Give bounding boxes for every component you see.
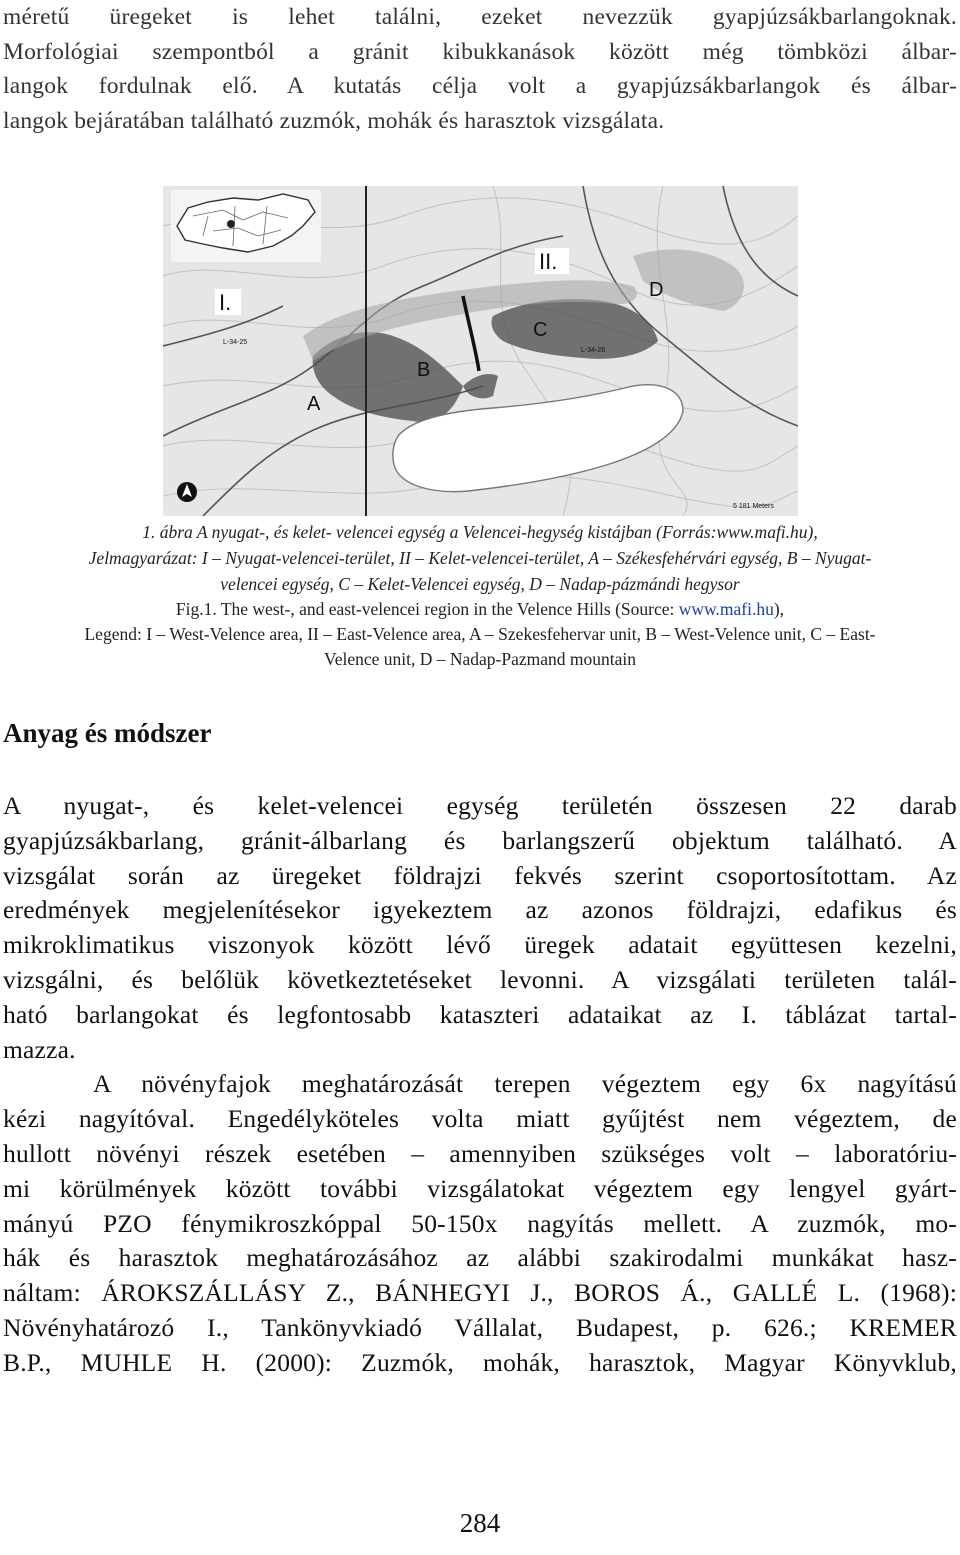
body-line: vizsgálni, és belőlük következtetéseket levonni. A vizsgálati területen talál- <box>3 964 957 994</box>
body-line: hák és harasztok meghatározásához az alábbi szakirodalmi munkákat hasz- <box>3 1243 957 1273</box>
intro-paragraph <box>3 0 957 138</box>
body-line: mikroklimatikus viszonyok között lévő üregek adatait együttesen kezelni, <box>3 930 957 960</box>
caption-hu-line: 1. ábra A nyugat-, és kelet- velencei egység a Velencei-hegység kistájban (Forrás:www.mafi.hu), <box>142 522 818 542</box>
map-road-label: L-34-25 <box>223 339 248 346</box>
map-label-B: B <box>417 359 431 381</box>
caption-hu-line: Jelmagyarázat: I – Nyugat-velencei-terület, II – Kelet-velencei-terület, A – Székesfehérvári egység, B – Nyugat- <box>88 548 872 568</box>
map-scale-label: 5 181 Meters <box>733 503 774 510</box>
body-line: mazza. <box>3 1034 76 1064</box>
hungary-inset-map <box>171 190 321 262</box>
caption-en-line: Legend: I – West-Velence area, II – East-Velence area, A – Szekesfehervar unit, B – West-Velence unit, C – East- <box>84 624 876 644</box>
map-label-D: D <box>649 279 664 301</box>
map-label-A: A <box>307 393 321 415</box>
geological-map-figure <box>163 186 798 516</box>
body-line: mi körülmények között további vizsgálatokat végeztem egy lengyel gyárt- <box>3 1173 957 1203</box>
page-number: 284 <box>459 1508 501 1538</box>
section-heading: Anyag és módszer <box>3 718 212 748</box>
body-line: ható barlangokat és legfontosabb kataszteri adataikat az I. táblázat tartal- <box>3 999 957 1029</box>
map-label-II: II. <box>539 249 558 274</box>
caption-hu-line: velencei egység, C – Kelet-Velencei egység, D – Nadap-pázmándi hegysor <box>220 574 740 594</box>
body-line: vizsgálat során az üregeket földrajzi fekvés szerint csoportosítottam. Az <box>3 860 957 890</box>
intro-line: langok bejáratában található zuzmók, mohák és harasztok vizsgálata. <box>3 107 665 134</box>
body-line: B.P., MUHLE H. (2000): Zuzmók, mohák, harasztok, Magyar Könyvklub, <box>3 1347 957 1377</box>
body-paragraph <box>3 789 957 1381</box>
body-line: mányú PZO fénymikroszkóppal 50-150x nagyítás mellett. A zuzmók, mo- <box>3 1208 957 1238</box>
body-line: kézi nagyítóval. Engedélyköteles volta miatt gyűjtést nem végeztem, de <box>3 1104 957 1134</box>
body-line: A növényfajok meghatározását terepen végeztem egy 6x nagyítású <box>93 1069 957 1099</box>
body-line: gyapjúzsákbarlang, gránit-álbarlang és barlangszerű objektum található. A <box>3 825 957 855</box>
source-link[interactable]: www.mafi.hu <box>678 599 774 619</box>
map-label-I: I. <box>219 290 232 315</box>
intro-line: Morfológiai szempontból a gránit kibukkanások között még tömbközi álbar- <box>3 38 957 65</box>
caption-en-line: Velence unit, D – Nadap-Pazmand mountain <box>324 649 636 669</box>
map-road-label: L-34-26 <box>581 347 606 354</box>
map-label-C: C <box>533 319 548 341</box>
body-line: hullott növényi részek esetében – amennyiben szükséges volt – laboratóriu- <box>3 1138 957 1168</box>
intro-line: méretű üregeket is lehet találni, ezeket nevezzük gyapjúzsákbarlangoknak. <box>3 4 957 30</box>
body-line: eredmények megjelenítésekor igyekeztem az azonos földrajzi, edafikus és <box>3 895 957 925</box>
body-line: A nyugat-, és kelet-velencei egység területén összesen 22 darab <box>3 791 957 820</box>
intro-line: langok fordulnak elő. A kutatás célja volt a gyapjúzsákbarlangok és álbar- <box>3 73 957 99</box>
north-arrow-icon <box>177 482 197 502</box>
body-line: Növényhatározó I., Tankönyvkiadó Vállalat, Budapest, p. 626.; KREMER <box>3 1312 957 1342</box>
body-line: náltam: ÁROKSZÁLLÁSY Z., BÁNHEGYI J., BOROS Á., GALLÉ L. (1968): <box>3 1278 957 1308</box>
caption-en-line: Fig.1. The west-, and east-velencei region in the Velence Hills (Source: www.mafi.hu), <box>175 599 785 619</box>
